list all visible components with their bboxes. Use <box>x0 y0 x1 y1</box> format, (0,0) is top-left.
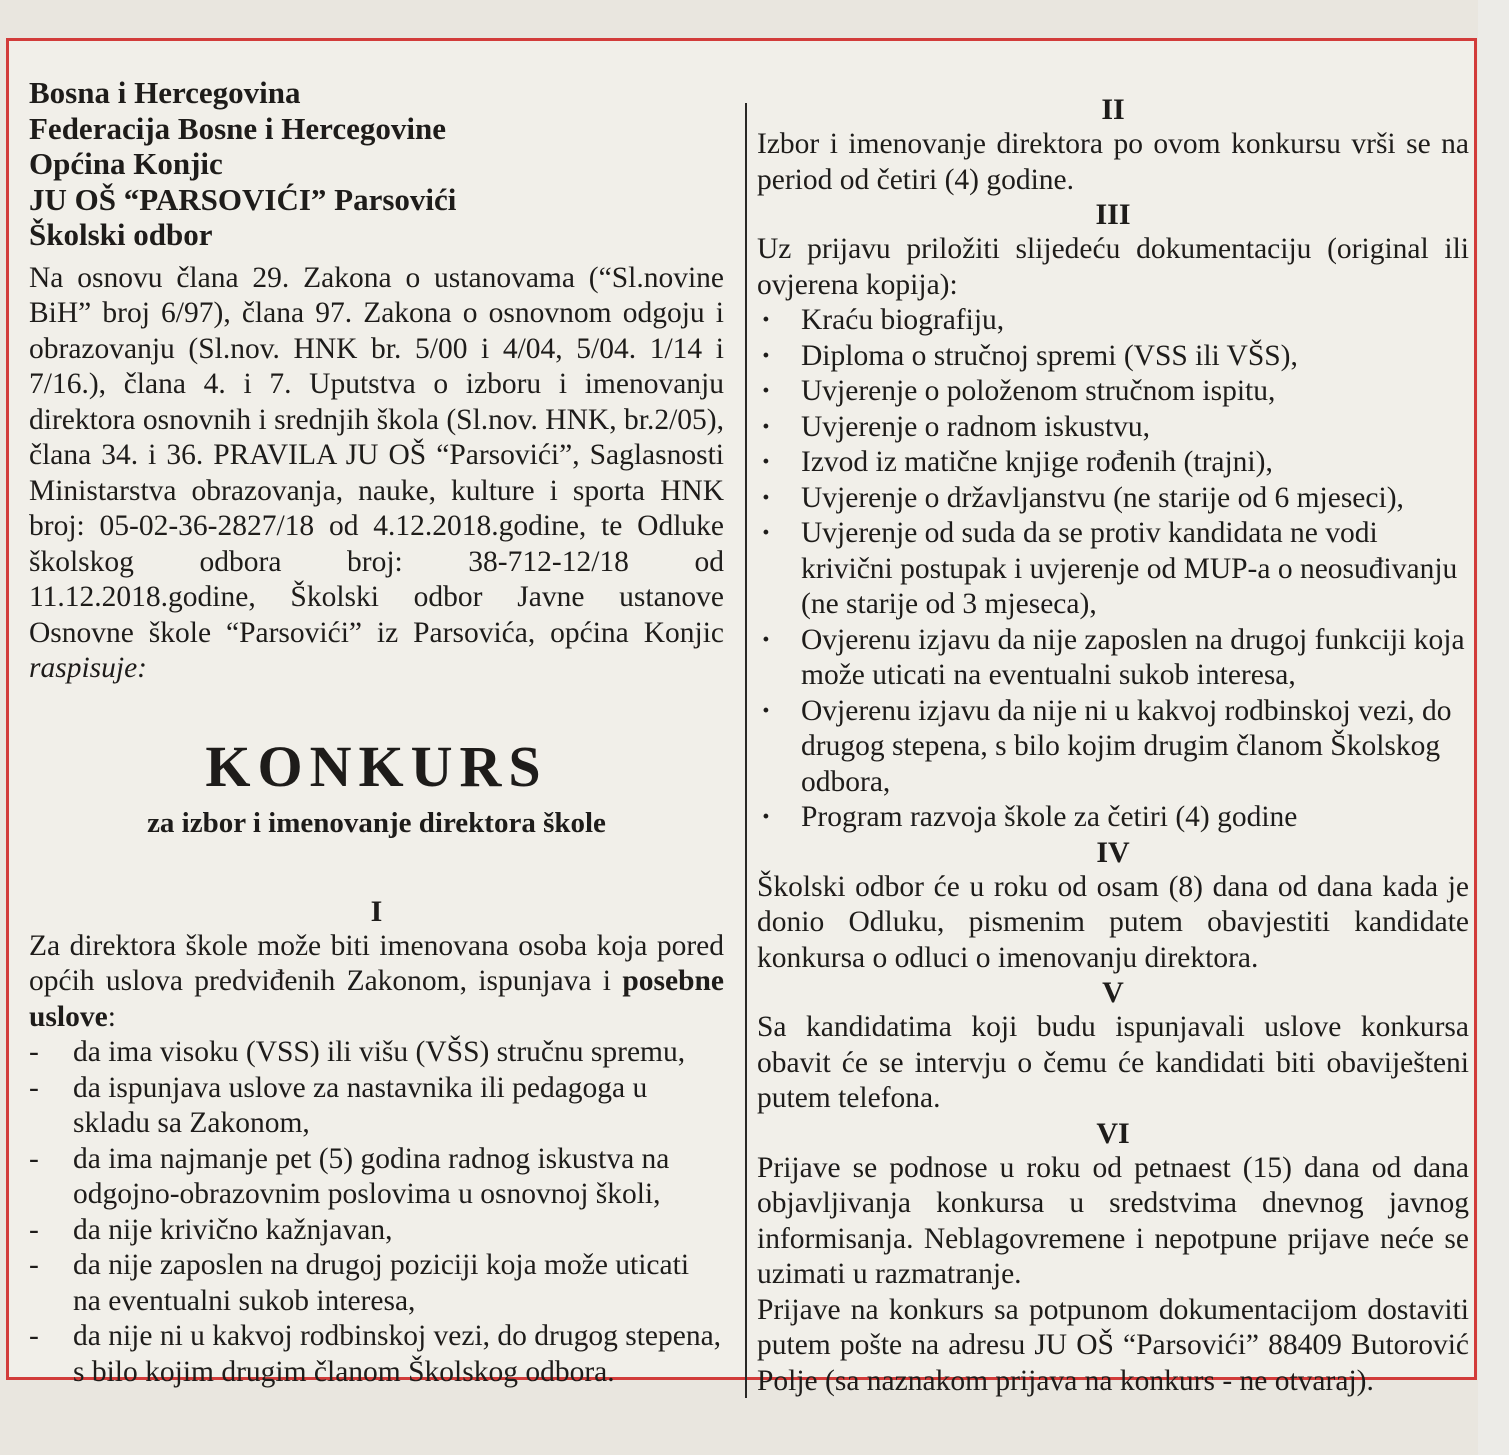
intro-paragraph <box>29 261 724 687</box>
list-item: · Kraću biografiju, <box>757 303 1469 339</box>
section-1-text-start: Za direktora škole može biti imenovana osoba koja pored općih uslova predviđenih Zakonom, ispunjava i <box>29 929 724 997</box>
section-3-label: III <box>1095 198 1131 231</box>
section-1-text <box>29 929 724 1036</box>
section-1-list <box>29 1035 724 1390</box>
header-municipality: Općina Konjic <box>29 146 223 181</box>
header-board: Školski odbor <box>29 217 213 252</box>
list-item: - da nije ni u kakvoj rodbinskoj vezi, do drugog stepena, s bilo kojim drugim članom Školskog odbora. <box>29 1319 724 1390</box>
notice-subtitle: za izbor i imenovanje direktora škole <box>147 806 606 839</box>
section-4-text: Školski odbor će u roku od osam (8) dana od dana kada je donio Odluku, pismenim putem obavjestiti kandidate konkursa o odluci o imenovanju direktora. <box>757 870 1469 974</box>
section-1-label: I <box>370 894 383 928</box>
intro-text: Na osnovu člana 29. Zakona o ustanovama (“Sl.novine BiH” broj 6/97), člana 97. Zakona o osnovnom odgoju i obrazovanju (Sl.nov. HNK br. 5/00 i 4/04, 5/04. 1/14 i 7/16.), člana 4. i 7. Uputstva o izboru i imenovanju direktora osnovnih i srednjih škola (Sl.nov. HNK, br.2/05), člana 34. i 36. PRAVILA JU OŠ “Parsovići”, Saglasnosti Ministarstva obrazovanja, nauke, kulture i sporta HNK broj: 05-02-36-2827/18 od 4.12.2018.godine, te Odluke školskog odbora broj: 38-712-12/18 od 11.12.2018.godine, Školski odbor Javne ustanove Osnovne škole “Parsovići” iz Parsovića, općina Konjic <box>29 261 724 649</box>
section-1-text-bold: posebne uslove <box>29 965 724 1033</box>
section-6-text: Prijave se podnose u roku od petnaest (15) dana od dana objavljivanja konkursa u sredstvima dnevnog javnog informisanja. Neblagovremene i nepotpune prijave neće se uzimati u razmatranje. <box>757 1151 1469 1290</box>
header-federation: Federacija Bosne i Hercegovine <box>29 110 446 146</box>
list-item: · Izvod iz matične knjige rođenih (trajni), <box>757 445 1469 481</box>
notice-frame <box>6 38 1477 1397</box>
section-4-label: IV <box>1096 835 1130 869</box>
right-column <box>757 93 1469 1399</box>
section-3-list <box>757 303 1469 836</box>
list-item: · Diploma o stručnoj spremi (VSS ili VŠS), <box>757 339 1469 375</box>
section-6-address: Prijave na konkurs sa potpunom dokumentacijom dostaviti putem pošte na adresu JU OŠ “Parsovići” 88409 Butorović Polje (sa naznakom prijava na konkurs - ne otvaraj). <box>757 1293 1469 1397</box>
list-item: - da ima visoku (VSS) ili višu (VŠS) stručnu spremu, <box>29 1035 724 1071</box>
section-6-label: VI <box>1096 1116 1130 1150</box>
section-1-text-end: : <box>107 1000 116 1033</box>
list-item: · Uvjerenje o radnom iskustvu, <box>757 410 1469 446</box>
section-2-text: Izbor i imenovanje direktora po ovom konkursu vrši se na period od četiri (4) godine. <box>757 128 1469 196</box>
list-item: · Program razvoja škole za četiri (4) godine <box>757 800 1469 836</box>
section-5-label: V <box>1102 976 1124 1009</box>
page-edge <box>1478 0 1509 1455</box>
left-column <box>29 75 724 1390</box>
list-item: - da nije zaposlen na drugoj poziciji koja može uticati na eventualni sukob interesa, <box>29 1248 724 1319</box>
section-2-label: II <box>1101 93 1125 126</box>
list-item: · Uvjerenje o položenom stručnom ispitu, <box>757 374 1469 410</box>
intro-tail: raspisuje: <box>29 652 147 684</box>
list-item: · Uvjerenje od suda da se protiv kandidata ne vodi krivični postupak i uvjerenje od MUP-a o neosuđivanju (ne starije od 3 mjeseca), <box>757 516 1469 623</box>
list-item: - da nije krivično kažnjavan, <box>29 1213 724 1249</box>
header-school: JU OŠ “PARSOVIĆI” Parsovići <box>29 181 457 217</box>
column-divider <box>745 103 747 1398</box>
section-3-text: Uz prijavu priložiti slijedeću dokumentaciju (original ili ovjerena kopija): <box>757 233 1469 301</box>
list-item: - da ispunjava uslove za nastavnika ili pedagoga u skladu sa Zakonom, <box>29 1071 724 1142</box>
header-country: Bosna i Hercegovina <box>29 75 301 110</box>
notice-title: KONKURS <box>205 733 548 799</box>
list-item: · Ovjerenu izjavu da nije ni u kakvoj rodbinskoj vezi, do drugog stepena, s bilo kojim drugim članom Školskog odbora, <box>757 694 1469 801</box>
list-item: - da ima najmanje pet (5) godina radnog iskustva na odgojno-obrazovnim poslovima u osnovnoj školi, <box>29 1142 724 1213</box>
list-item: · Uvjerenje o državljanstvu (ne starije od 6 mjeseci), <box>757 481 1469 517</box>
list-item: · Ovjerenu izjavu da nije zaposlen na drugoj funkciji koja može uticati na eventualni sukob interesa, <box>757 623 1469 694</box>
section-5-text: Sa kandidatima koji budu ispunjavali uslove konkursa obavit će se intervju o čemu će kandidati biti obaviješteni putem telefona. <box>757 1011 1469 1114</box>
